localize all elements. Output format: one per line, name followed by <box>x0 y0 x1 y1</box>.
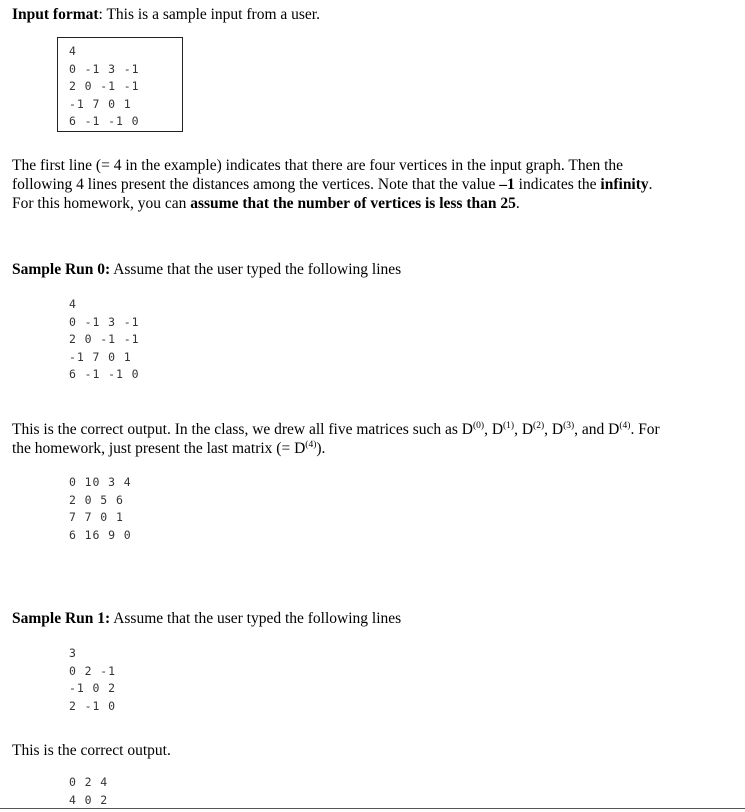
output-text: , and D <box>574 421 620 438</box>
output-text: , D <box>514 421 534 438</box>
sample-run-0-output-line-1 <box>12 420 660 439</box>
input-format-heading <box>12 5 320 24</box>
input-format-sample: 4 0 -1 3 -1 2 0 -1 -1 -1 7 0 1 6 -1 -1 0 <box>69 44 140 128</box>
output-text: the homework, just present the last matrix (= D <box>12 440 306 457</box>
output-text: ). <box>316 440 326 457</box>
sample-run-1-output: 0 2 4 4 0 2 <box>69 775 109 807</box>
input-format-sample-box <box>57 37 183 132</box>
minus-one-value: –1 <box>499 176 515 193</box>
description-text: . <box>648 176 653 193</box>
sample-run-1-label: Sample Run 1: <box>12 610 111 627</box>
description-line-3 <box>12 194 520 213</box>
sample-run-0-output-line-2 <box>12 439 325 458</box>
output-text: , D <box>544 421 564 438</box>
description-text: indicates the <box>514 176 601 193</box>
sample-run-0-label: Sample Run 0: <box>12 261 111 278</box>
input-format-text: : This is a sample input from a user. <box>98 6 320 23</box>
description-text: . <box>515 195 520 212</box>
sample-run-1-input: 3 0 2 -1 -1 0 2 2 -1 0 <box>69 646 116 713</box>
output-text: This is the correct output. In the class, we drew all five matrices such as D <box>12 421 473 438</box>
vertex-limit-note: assume that the number of vertices is less than 25 <box>190 195 516 212</box>
superscript: (1) <box>503 421 515 431</box>
description-line-2 <box>12 175 653 194</box>
input-format-label: Input format <box>12 6 99 23</box>
output-text: . For <box>630 421 660 438</box>
bottom-divider <box>0 808 745 809</box>
sample-run-0-text: Assume that the user typed the following lines <box>110 261 402 278</box>
infinity-term: infinity <box>600 176 649 193</box>
superscript: (0) <box>472 421 485 431</box>
description-line-1: The first line (= 4 in the example) indicates that there are four vertices in the input graph. Then the <box>12 157 624 174</box>
superscript: (3) <box>563 421 575 431</box>
superscript: (2) <box>533 421 545 431</box>
description-text: For this homework, you can <box>12 195 191 212</box>
sample-run-1-heading <box>12 609 401 628</box>
description-text: following 4 lines present the distances among the vertices. Note that the value <box>12 176 500 193</box>
sample-run-1-text: Assume that the user typed the following lines <box>110 610 402 627</box>
superscript: (4) <box>619 421 631 431</box>
sample-run-0-output: 0 10 3 4 2 0 5 6 7 7 0 1 6 16 9 0 <box>69 475 132 542</box>
superscript: (4) <box>305 440 317 450</box>
output-text: , D <box>484 421 504 438</box>
sample-run-0-input: 4 0 -1 3 -1 2 0 -1 -1 -1 7 0 1 6 -1 -1 0 <box>69 297 140 381</box>
sample-run-0-heading <box>12 260 401 279</box>
sample-run-1-output-text: This is the correct output. <box>12 742 171 759</box>
